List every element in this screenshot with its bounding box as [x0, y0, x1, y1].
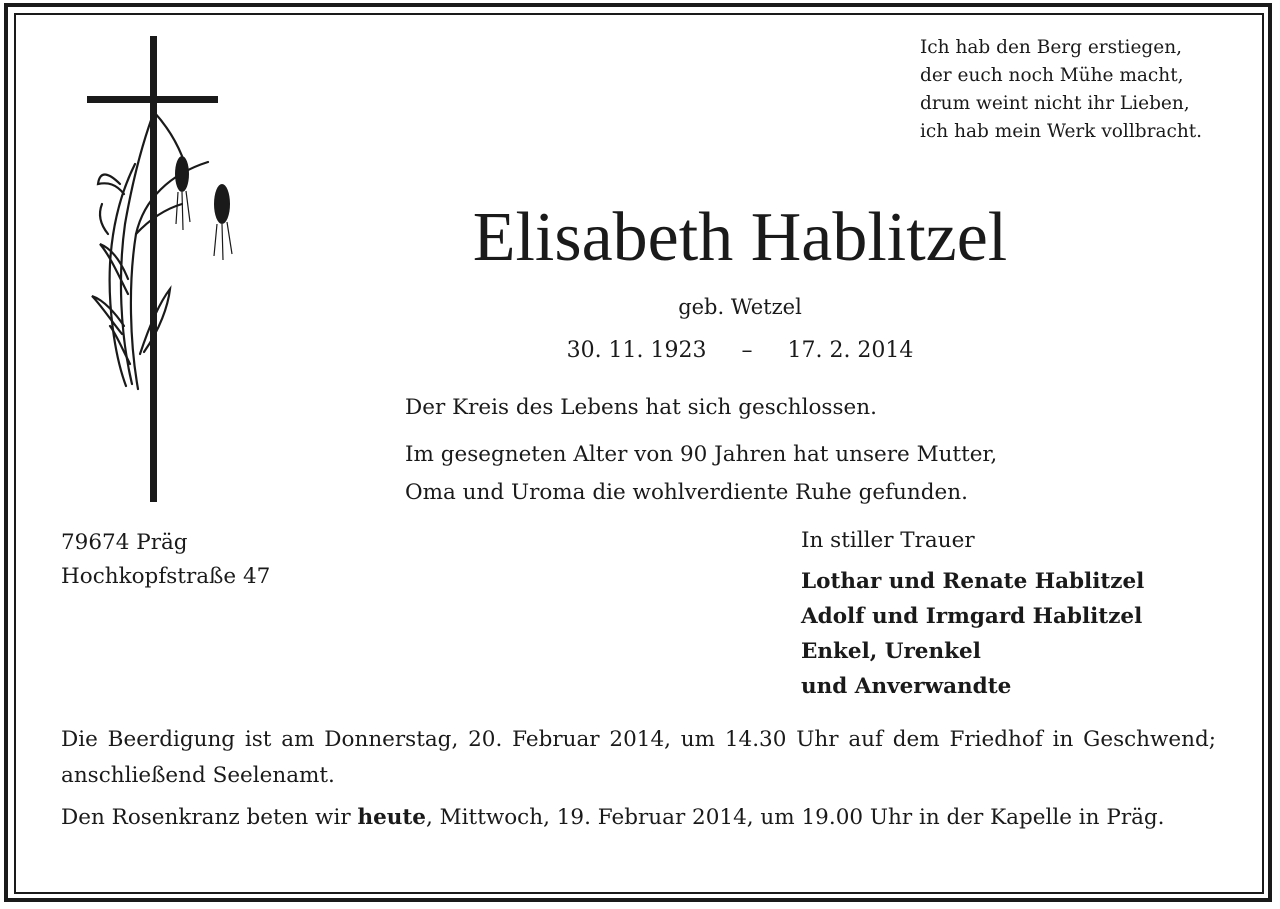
verse-line: Oma und Uroma die wohlverdiente Ruhe gefunden. — [405, 480, 968, 505]
birth-date: 30. 11. 1923 — [566, 338, 707, 363]
mourner-name: und Anverwandte — [801, 674, 1012, 699]
poem-line: drum weint nicht ihr Lieben, — [920, 93, 1190, 114]
poem-line: der euch noch Mühe macht, — [920, 65, 1184, 86]
rosary-text-before: Den Rosenkranz beten wir — [61, 805, 358, 830]
poem-line: ich hab mein Werk vollbracht. — [920, 121, 1203, 142]
address — [61, 526, 270, 594]
maiden-name: geb. Wetzel — [678, 295, 802, 319]
death-date: 17. 2. 2014 — [787, 338, 914, 363]
funeral-notice: Die Beerdigung ist am Donnerstag, 20. Februar 2014, um 14.30 Uhr auf dem Friedhof in Geschwend; anschließend Seelenamt. — [61, 727, 1216, 788]
poem-line: Ich hab den Berg erstiegen, — [920, 37, 1182, 58]
cross-with-wheat-icon — [80, 34, 250, 504]
deceased-name: Elisabeth Hablitzel — [472, 199, 1008, 276]
mourner-name: Adolf und Irmgard Hablitzel — [801, 604, 1143, 629]
mourner-name: Lothar und Renate Hablitzel — [801, 569, 1145, 594]
verse-line: Der Kreis des Lebens hat sich geschlossen. — [405, 395, 877, 420]
rosary-notice — [61, 800, 1216, 836]
poem — [920, 34, 1202, 146]
address-city: 79674 Präg — [61, 530, 188, 555]
mourning-intro: In stiller Trauer — [801, 528, 975, 553]
rosary-emphasis: heute — [357, 805, 426, 830]
address-street: Hochkopfstraße 47 — [61, 564, 271, 589]
date-dash: – — [741, 338, 753, 363]
verse-line: Im gesegneten Alter von 90 Jahren hat unsere Mutter, — [405, 442, 998, 467]
verse-block — [405, 436, 997, 512]
mourners-list — [801, 564, 1144, 704]
mourner-name: Enkel, Urenkel — [801, 639, 981, 664]
life-dates — [440, 336, 1040, 366]
rosary-text-after: , Mittwoch, 19. Februar 2014, um 19.00 Uhr in der Kapelle in Präg. — [426, 805, 1165, 830]
